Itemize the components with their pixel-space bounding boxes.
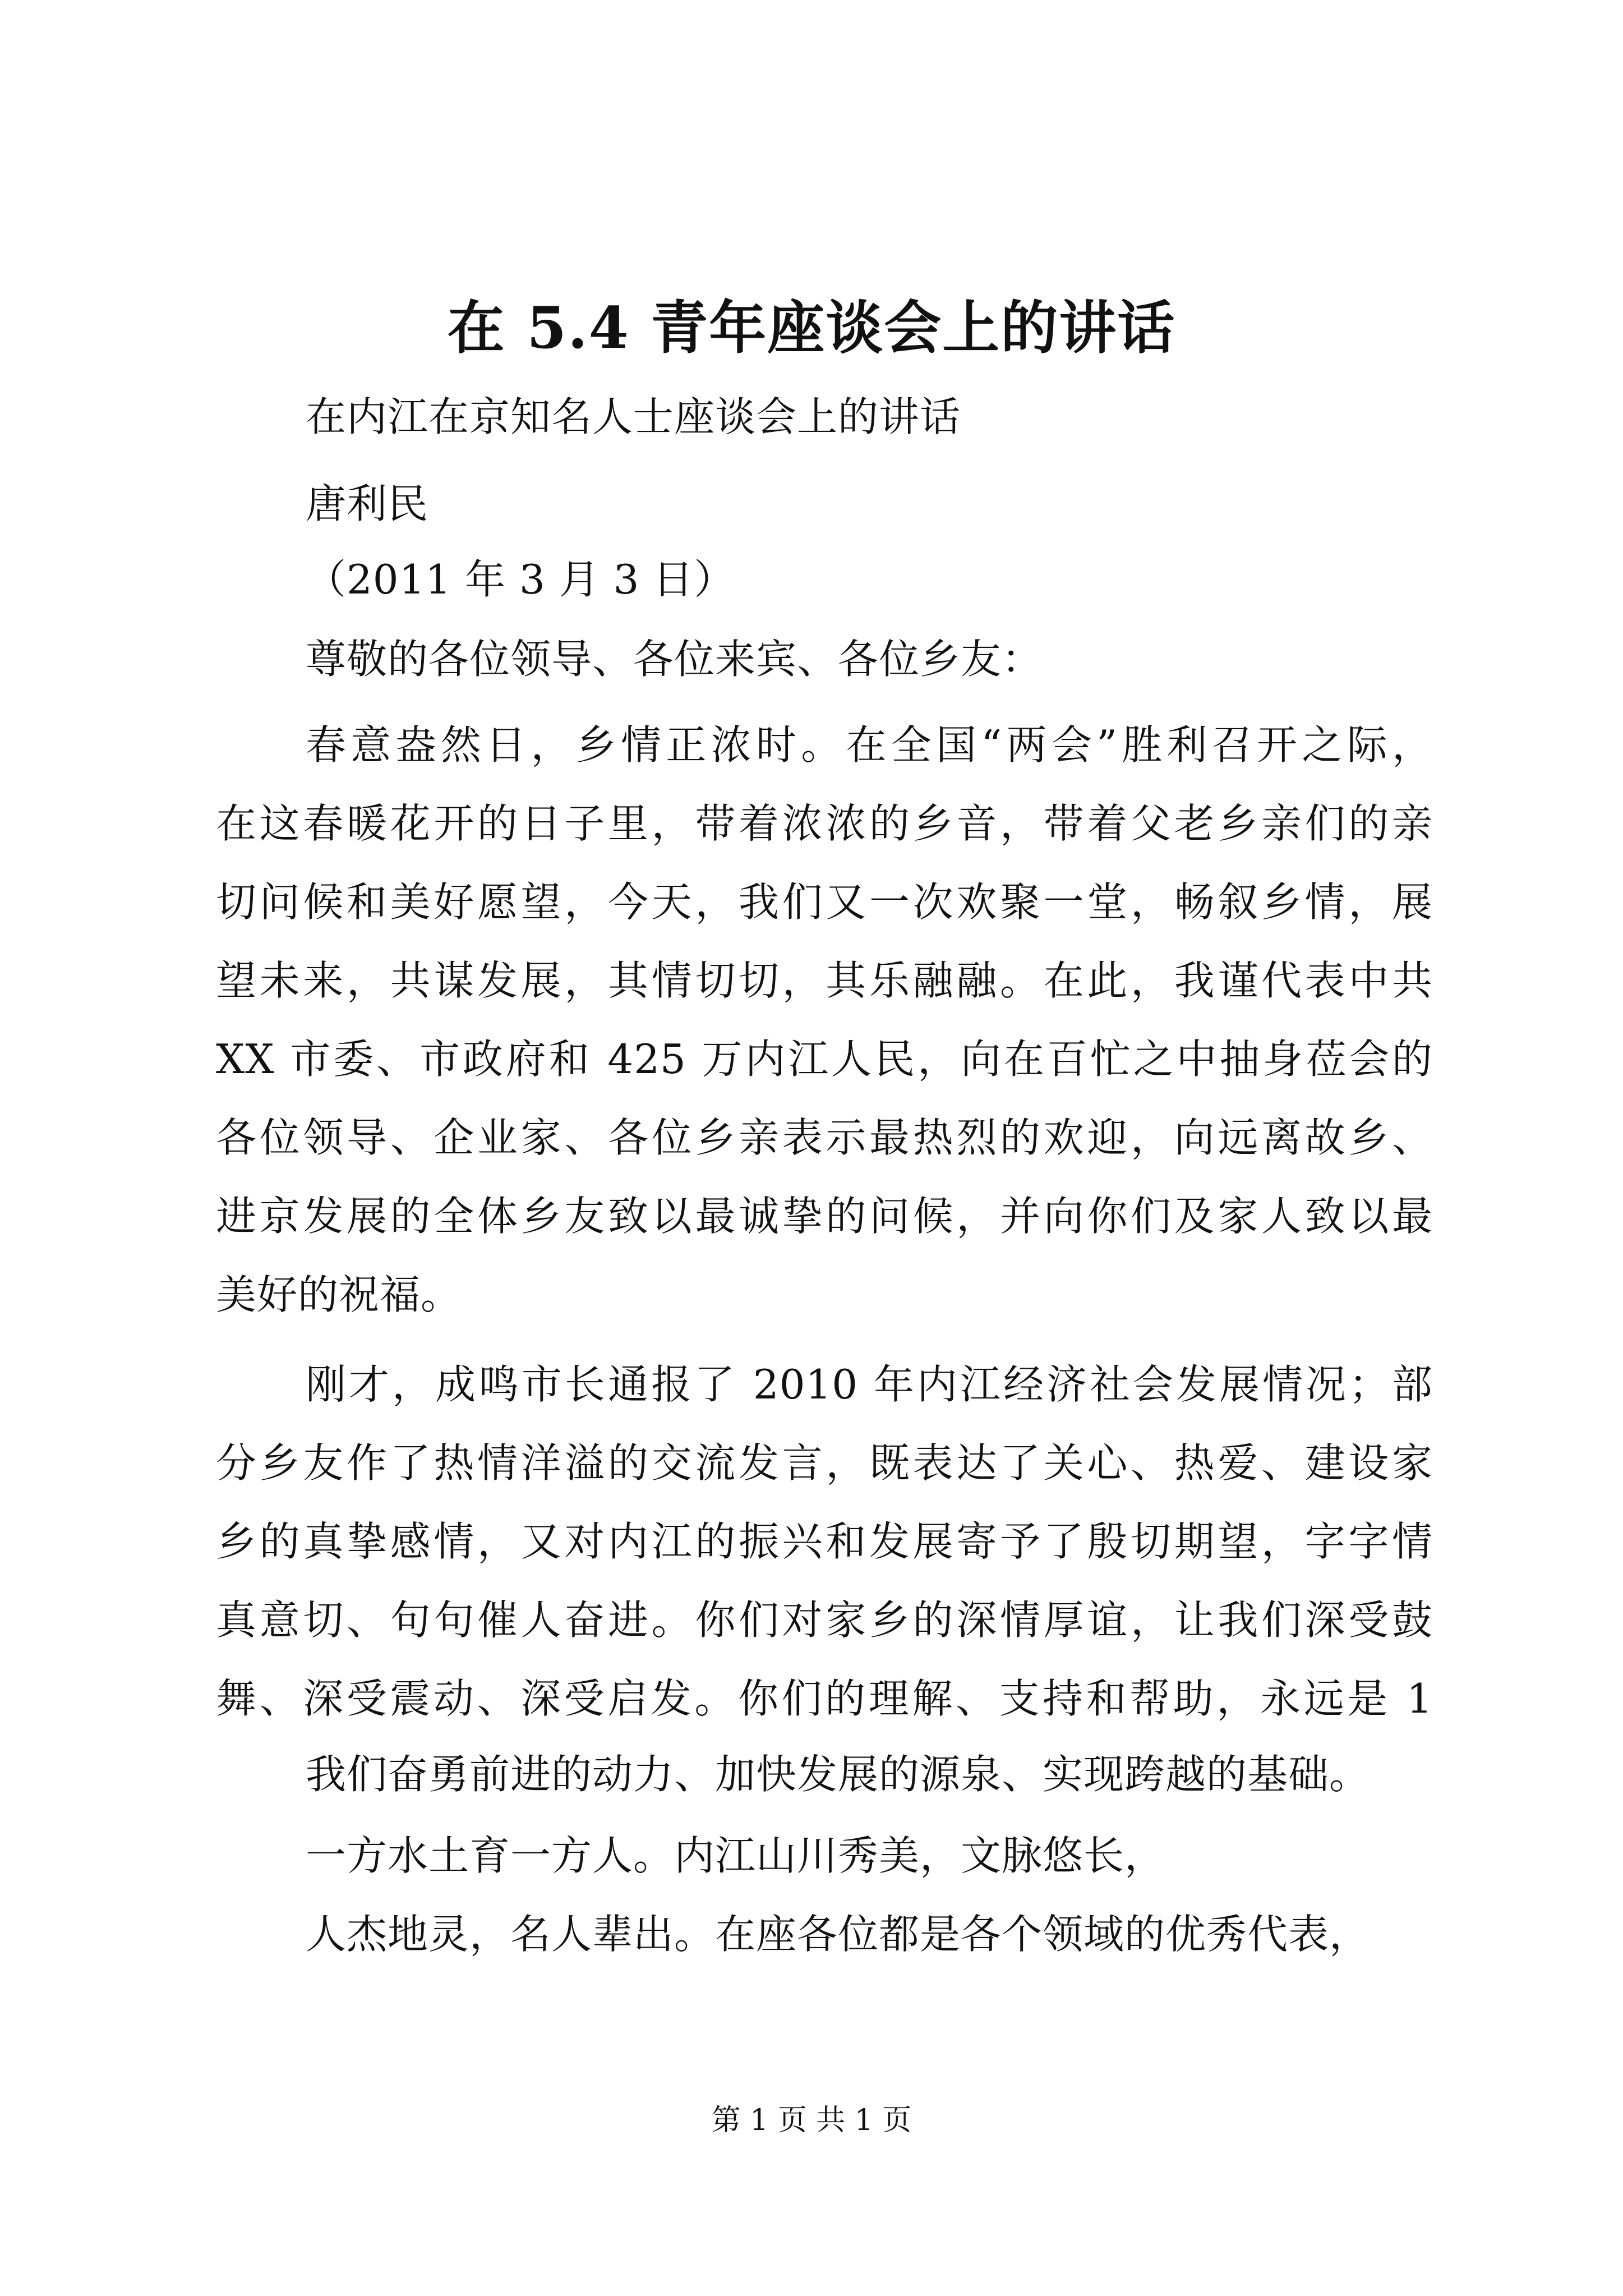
paragraph-line: 切问候和美好愿望，今天，我们又一次欢聚一堂，畅叙乡情，展 <box>216 878 1433 926</box>
date-line: （2011 年 3 月 3 日） <box>306 556 735 603</box>
page-footer: 第 1 页 共 1 页 <box>711 2104 912 2137</box>
paragraph-line: 乡的真挚感情，又对内江的振兴和发展寄予了殷切期望，字字情 <box>216 1518 1433 1565</box>
author-line: 唐利民 <box>306 480 429 527</box>
paragraph-line: 真意切、句句催人奋进。你们对家乡的深情厚谊，让我们深受鼓 <box>216 1596 1433 1644</box>
paragraph-line: 人杰地灵，名人辈出。在座各位都是各个领域的优秀代表， <box>306 1911 1371 1958</box>
paragraph-line: 望未来，共谋发展，其情切切，其乐融融。在此，我谨代表中共 <box>216 957 1433 1004</box>
paragraph-line: 我们奋勇前进的动力、加快发展的源泉、实现跨越的基础。 <box>306 1751 1371 1798</box>
paragraph-line: 进京发展的全体乡友致以最诚挚的问候，并向你们及家人致以最 <box>216 1193 1433 1240</box>
paragraph-line: 美好的祝福。 <box>216 1271 462 1318</box>
paragraph-line: 春意盎然日，乡情正浓时。在全国“两会”胜利召开之际， <box>306 721 1433 769</box>
salutation-line: 尊敬的各位领导、各位来宾、各位乡友： <box>306 636 1043 683</box>
paragraph-line: 舞、深受震动、深受启发。你们的理解、支持和帮助，永远是 1 <box>216 1675 1433 1722</box>
paragraph-line: 分乡友作了热情洋溢的交流发言，既表达了关心、热爱、建设家 <box>216 1439 1433 1487</box>
paragraph-line: 在这春暖花开的日子里，带着浓浓的乡音，带着父老乡亲们的亲 <box>216 800 1433 847</box>
paragraph-line: 一方水土育一方人。内江山川秀美，文脉悠长， <box>306 1832 1166 1879</box>
subtitle-line: 在内江在京知名人士座谈会上的讲话 <box>306 393 961 440</box>
paragraph-line: XX 市委、市政府和 425 万内江人民，向在百忙之中抽身莅会的 <box>216 1036 1433 1083</box>
paragraph-line: 刚才，成鸣市长通报了 2010 年内江经济社会发展情况；部 <box>306 1361 1433 1408</box>
document-title: 在 5.4 青年座谈会上的讲话 <box>447 295 1176 362</box>
paragraph-line: 各位领导、企业家、各位乡亲表示最热烈的欢迎，向远离故乡、 <box>216 1114 1433 1161</box>
